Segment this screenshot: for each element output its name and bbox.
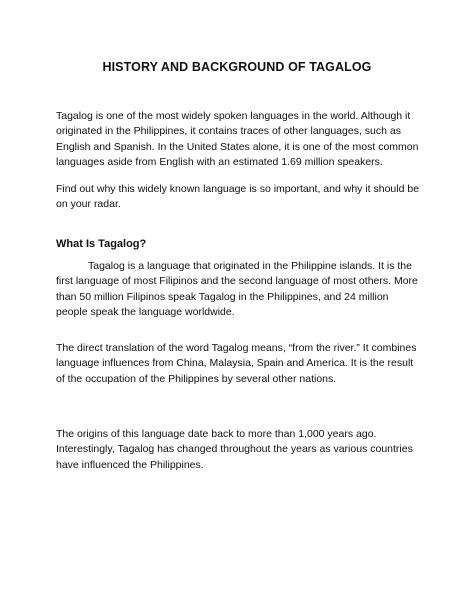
intro-paragraph-2: Find out why this widely known language is so important, and why it should be on your radar. — [56, 183, 420, 211]
section-heading: What Is Tagalog? — [56, 238, 147, 250]
section-paragraph-3: The origins of this language date back to more than 1,000 years ago. Interestingly, Tagalog has changed throughout the years as various countries have influenced the Philippines. — [56, 428, 413, 471]
section-paragraph-2: The direct translation of the word Tagalog means, “from the river.” It combines language influences from China, Malaysia, Spain and America. It is the result of the occupation of the Philippines by several other nations. — [56, 342, 417, 385]
section-paragraph-1: Tagalog is a language that originated in the Philippine islands. It is the first language of most Filipinos and the second language of most others. More than 50 million Filipinos speak Tagalog in the Philippines, and 24 million people speak the language worldwide. — [56, 260, 418, 319]
document-title: HISTORY AND BACKGROUND OF TAGALOG — [102, 60, 372, 74]
intro-paragraph-1: Tagalog is one of the most widely spoken languages in the world. Although it originated in the Philippines, it contains traces of other languages, such as English and Spanish. In the United States alone, it is one of the most common languages aside from English with an estimated 1.69 million speakers. — [56, 110, 419, 169]
